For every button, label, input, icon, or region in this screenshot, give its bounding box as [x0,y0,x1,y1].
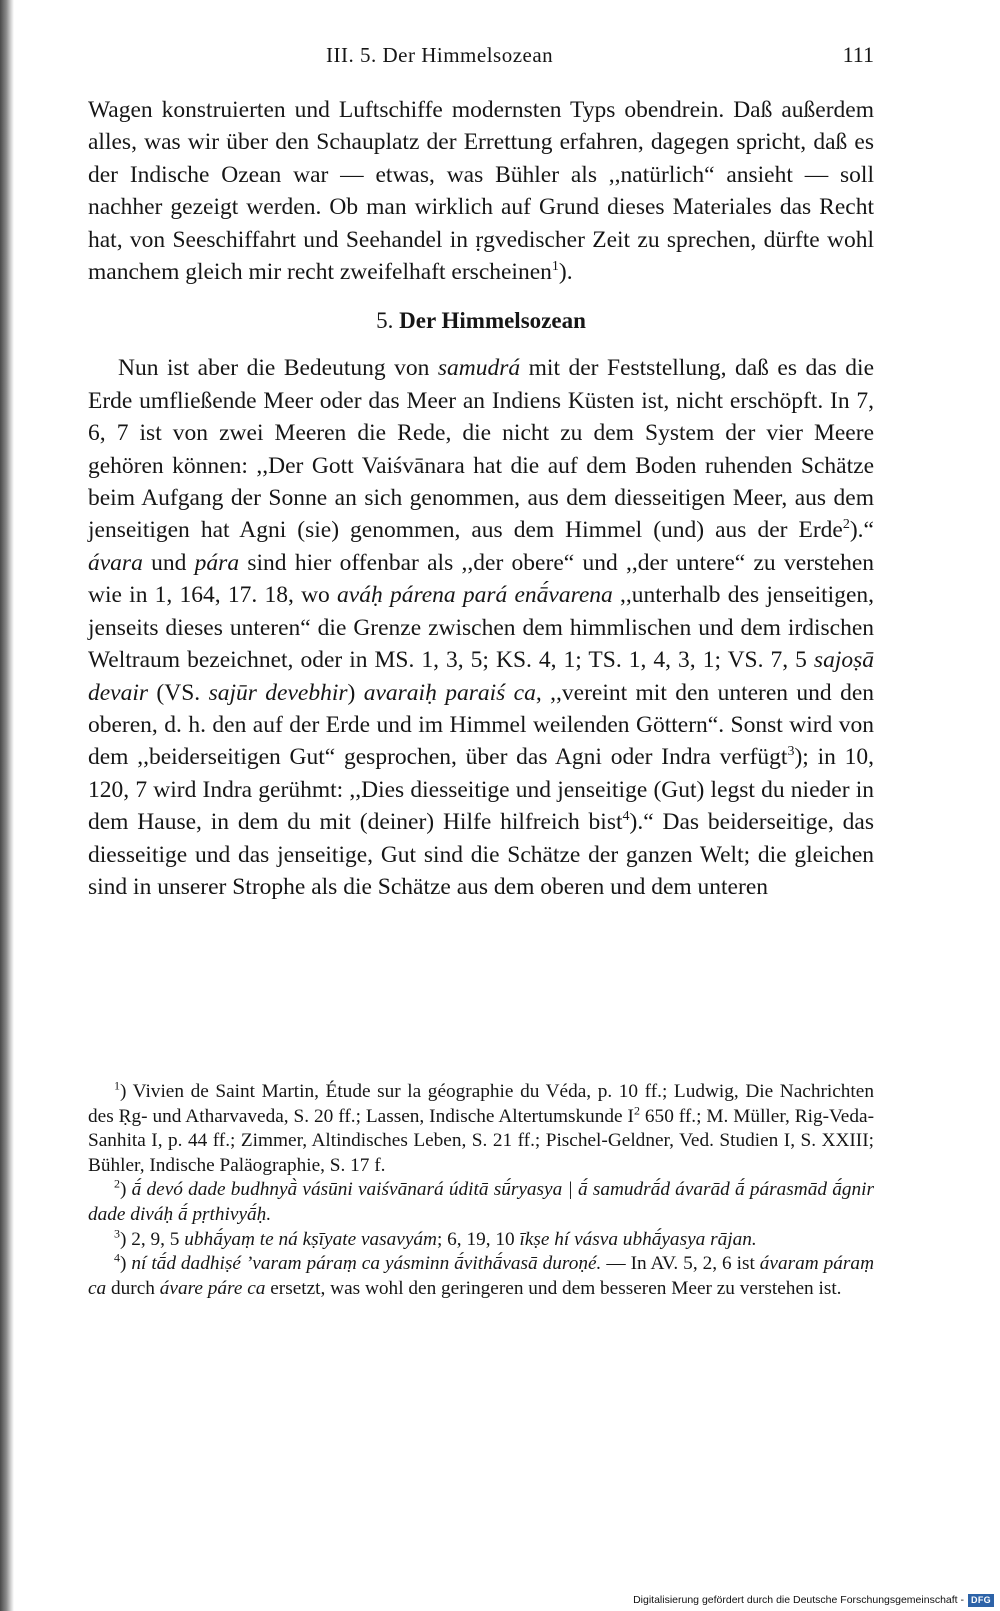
term-para: pára [194,549,240,576]
footnotes [88,1080,874,1301]
term-avara: ávara [88,549,143,576]
main-text [88,94,874,903]
text-run: ).“ [849,517,874,544]
text-run: ; 6, 19, 10 [436,1228,520,1250]
quote-avah: aváḥ párena pará enā́varena [337,582,613,609]
footnote-2 [88,1178,874,1227]
text-run: ) [347,679,364,706]
footnote-3-quote-b: īkṣe hí vásva ubhā́yasya rājan. [519,1228,757,1250]
footnote-1-mark: 1 [114,1078,120,1093]
text-run: Nun ist aber die Bedeutung von [118,355,438,382]
footnote-3-quote-a: ubhā́yaṃ te ná kṣīyate vasavyám [184,1228,437,1250]
footnote-3-mark: 3 [114,1226,120,1241]
footnote-ref-3: 3 [787,744,795,760]
footnote-1-text: ) Vivien de Saint Martin, Étude sur la géographie du Véda, p. 10 ff.; Ludwig, Die Nachrichten des Ṛg- und Atharvaveda, S. 20 ff.; Lassen, Indische Altertumskunde I [88,1081,874,1127]
edition-superscript: 2 [633,1103,640,1118]
paragraph-2 [88,352,874,903]
text-run: ).“ Das beiderseitige, das diesseitige und das jenseitige, Gut sind die Schätze der ganzen Welt; die gleichen sind in unserer Strophe als die Schätze aus dem oberen und dem unteren [88,809,875,900]
text-run: durch [106,1277,160,1299]
page-number: 111 [842,42,874,67]
text-run: ); in 10, 120, 7 wird Indra gerühmt: ,,Dies diesseitige und jenseitige (Gut) legst du nieder in dem Hause, in dem du mit (deiner) Hilfe hilfreich bist [88,744,874,836]
paragraph-1 [88,94,874,288]
footnote-4-mark: 4 [114,1250,120,1265]
text-run: ) 2, 9, 5 [120,1228,185,1250]
footnote-2-quote: ā́ devó dade budhnyā̀ vásūni vaiśvānará úditā sū́ryasya | ā́ samudrā́d ávarād ā́ párasmād ā́gnir dade diváḥ ā́ pṛthivyā́ḥ. [88,1179,874,1225]
quote-sajur: sajūr devebhir [208,679,348,706]
text-run: ,,unterhalb des jenseitigen, jenseits dieses unteren“ die Grenze zwischen dem himmlischen und dem irdischen Weltraum bezeichnet, oder in MS. 1, 3, 5; KS. 4, 1; TS. 1, 4, 3, 1; VS. 7, 5 [88,582,874,674]
footnote-ref-1: 1 [551,259,559,275]
footnote-4-term-b: ávare páre ca [159,1277,266,1299]
footnote-4-quote: ní tā́d dadhiṣé ’varam páraṃ ca yásminn ā́vithā́vasā duroṇé. [131,1253,602,1275]
footnote-2-mark: 2 [114,1176,120,1191]
footnote-4 [88,1252,874,1301]
text-run: , ,,vereint mit den unteren und den oberen, d. h. den auf der Erde und im Himmel weilenden Göttern“. Sonst wird von dem ,,beiderseitigen Gut“ gesprochen, über das Agni oder Indra verfügt [88,679,874,771]
dfg-logo: DFG [968,1594,994,1607]
footnote-1 [88,1080,874,1178]
footnote-3 [88,1228,874,1253]
paragraph-1-end: ). [558,259,573,286]
term-samudra: samudrá [437,355,521,382]
text-run: mit der Feststellung, daß es das die Erde umfließende Meer oder das Meer an Indiens Küsten ist, nicht erschöpft. In 7, 6, 7 ist von zwei Meeren die Rede, die nicht zu dem System der vier Meere gehören können: ,,Der Gott Vaiśvānara hat die auf dem Boden ruhenden Schätze beim Aufgang der Sonne an sich genommen, aus dem diesseitigen Meer, aus dem jenseitigen hat Agni (sie) genommen, aus dem Himmel (und) aus der Erde [88,355,874,544]
quote-avaraih: avaraiḥ paraiś ca [363,679,536,706]
credit-text: Digitalisierung gefördert durch die Deutsche Forschungsgemeinschaft - [633,1594,964,1606]
quote-sajosa: sajoṣā devair [88,647,874,706]
running-title: III. 5. Der Himmelsozean [326,43,554,67]
digitization-credit [633,1591,994,1609]
footnote-1-text-cont: 650 ff.; M. Müller, Rig-Veda-Sanhita I, p. 44 ff.; Zimmer, Altindisches Leben, S. 21 ff.; Pischel-Geldner, Ved. Studien I, S. XXIII; Bühler, Indische Paläographie, S. 17 f. [88,1105,874,1176]
text-run: (VS. [148,679,209,706]
section-heading [88,305,874,337]
text-run: ersetzt, was wohl den geringeren und dem besseren Meer zu verstehen ist. [265,1277,842,1299]
page-header [88,38,874,72]
text-run: ) [120,1253,132,1275]
footnote-ref-2: 2 [842,517,850,533]
section-number: 5. [376,308,394,334]
text-run: ) [120,1179,132,1201]
footnote-ref-4: 4 [622,809,630,825]
text-run: — In AV. 5, 2, 6 ist [601,1253,760,1275]
text-run: und [142,549,195,576]
scan-gutter-shadow [0,0,14,1611]
paragraph-1-text: Wagen konstruierten und Luftschiffe modernsten Typs obendrein. Daß außerdem alles, was wir über den Schauplatz der Errettung erfahren, dagegen spricht, daß es der Indische Ozean war — etwas, was Bühler als ,,natürlich“ ansieht — soll nachher gezeigt werden. Ob man wirklich auf Grund dieses Materiales das Recht hat, von Seeschiffahrt und Seehandel in ṛgvedischer Zeit zu sprechen, dürfte wohl manchem gleich mir recht zweifelhaft erscheinen [88,97,874,286]
text-run: sind hier offenbar als ,,der obere“ und ,,der untere“ zu verstehen wie in 1, 164, 17. 18, wo [88,549,875,609]
footnote-4-term-a: ávaram páraṃ ca [88,1253,874,1299]
section-title: Der Himmelsozean [399,308,586,334]
